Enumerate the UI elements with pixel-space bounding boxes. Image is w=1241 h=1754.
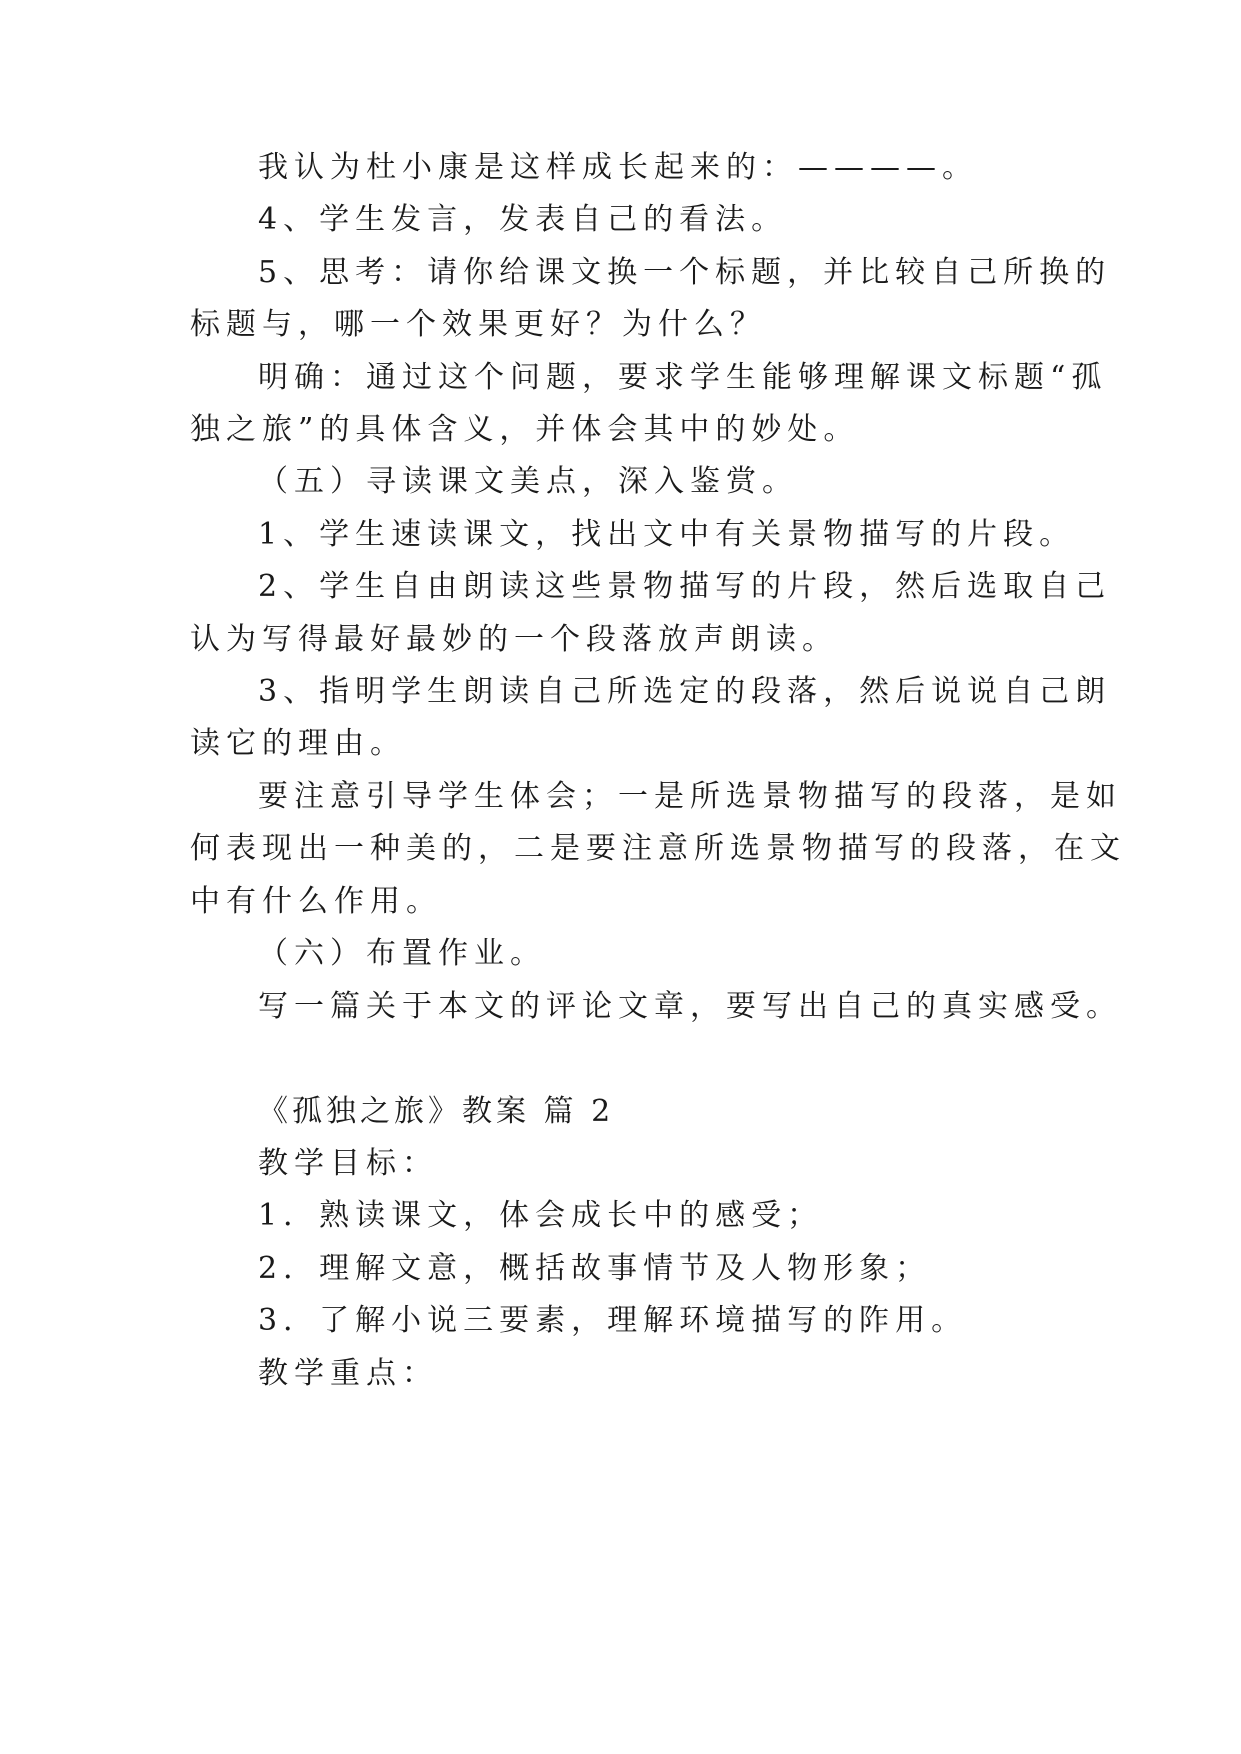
- paragraph-line: 要注意引导学生体会；一是所选景物描写的段落，是如: [258, 779, 1122, 814]
- paragraph-line: 教学目标：: [258, 1146, 438, 1181]
- list-item: 1．熟读课文，体会成长中的感受；: [258, 1198, 824, 1233]
- paragraph-line: 5、思考：请你给课文换一个标题，并比较自己所换的: [258, 255, 1112, 290]
- paragraph-line: 独之旅”的具体含义，并体会其中的妙处。: [190, 412, 860, 447]
- section-heading: （五）寻读课文美点，深入鉴赏。: [258, 464, 798, 499]
- paragraph-line: 认为写得最好最妙的一个段落放声朗读。: [190, 622, 838, 657]
- paragraph-line: 何表现出一种美的，二是要注意所选景物描写的段落，在文: [190, 831, 1126, 866]
- paragraph-line: 2、学生自由朗读这些景物描写的片段，然后选取自己: [258, 569, 1112, 604]
- paragraph-line: 4、学生发言，发表自己的看法。: [258, 202, 788, 237]
- paragraph-line: 1、学生速读课文，找出文中有关景物描写的片段。: [258, 517, 1076, 552]
- paragraph-line: 中有什么作用。: [190, 884, 442, 919]
- paragraph-line: 读它的理由。: [190, 726, 406, 761]
- paragraph-line: 教学重点：: [258, 1356, 438, 1391]
- section-heading: （六）布置作业。: [258, 936, 546, 971]
- document-title: 《孤独之旅》教案 篇 2: [258, 1094, 615, 1129]
- list-item: 3．了解小说三要素，理解环境描写的阼用。: [258, 1303, 968, 1338]
- paragraph-line: 明确：通过这个问题，要求学生能够理解课文标题“孤: [258, 360, 1108, 395]
- paragraph-line: 标题与，哪一个效果更好？为什么？: [190, 307, 766, 342]
- paragraph-line: 写一篇关于本文的评论文章，要写出自己的真实感受。: [258, 989, 1122, 1024]
- list-item: 2．理解文意，概括故事情节及人物形象；: [258, 1251, 932, 1286]
- paragraph-line: 3、指明学生朗读自己所选定的段落，然后说说自己朗: [258, 674, 1112, 709]
- paragraph-line: 我认为杜小康是这样成长起来的：————。: [258, 150, 978, 185]
